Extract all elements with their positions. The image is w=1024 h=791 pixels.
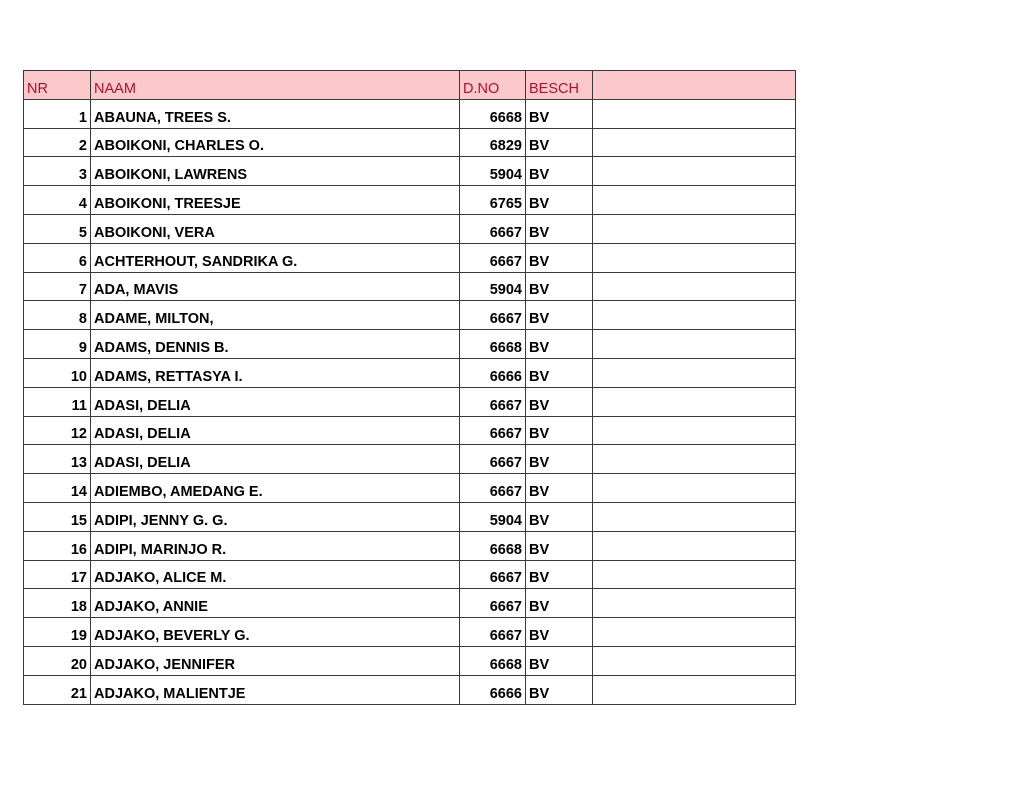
name-cell: ADASI, DELIA	[91, 416, 460, 445]
besch-cell: BV	[526, 99, 593, 128]
empty-cell	[593, 474, 796, 503]
besch-cell: BV	[526, 531, 593, 560]
district-number-cell: 5904	[460, 272, 526, 301]
district-number-cell: 6667	[460, 560, 526, 589]
empty-cell	[593, 128, 796, 157]
district-number-cell: 6667	[460, 445, 526, 474]
table-row	[24, 589, 796, 618]
name-cell: ABAUNA, TREES S.	[91, 99, 460, 128]
table-row	[24, 387, 796, 416]
district-number-cell: 6667	[460, 387, 526, 416]
table-row	[24, 675, 796, 704]
besch-cell: BV	[526, 560, 593, 589]
name-cell: ADAMS, RETTASYA I.	[91, 358, 460, 387]
empty-cell	[593, 157, 796, 186]
row-number-cell: 11	[24, 387, 91, 416]
district-number-cell: 6829	[460, 128, 526, 157]
empty-cell	[593, 675, 796, 704]
empty-cell	[593, 646, 796, 675]
empty-cell	[593, 560, 796, 589]
row-number-cell: 8	[24, 301, 91, 330]
table-row	[24, 330, 796, 359]
besch-cell: BV	[526, 186, 593, 215]
table-body	[24, 99, 796, 704]
voter-table	[23, 70, 796, 705]
name-cell: ADIPI, MARINJO R.	[91, 531, 460, 560]
besch-cell: BV	[526, 128, 593, 157]
besch-cell: BV	[526, 618, 593, 647]
empty-cell	[593, 272, 796, 301]
district-number-cell: 6668	[460, 646, 526, 675]
besch-cell: BV	[526, 675, 593, 704]
district-number-cell: 6667	[460, 618, 526, 647]
besch-cell: BV	[526, 589, 593, 618]
empty-cell	[593, 358, 796, 387]
besch-cell: BV	[526, 272, 593, 301]
name-cell: ADJAKO, ALICE M.	[91, 560, 460, 589]
besch-cell: BV	[526, 646, 593, 675]
name-cell: ADJAKO, MALIENTJE	[91, 675, 460, 704]
besch-cell: BV	[526, 502, 593, 531]
empty-cell	[593, 531, 796, 560]
name-cell: ADIPI, JENNY G. G.	[91, 502, 460, 531]
name-cell: ABOIKONI, LAWRENS	[91, 157, 460, 186]
name-cell: ADJAKO, JENNIFER	[91, 646, 460, 675]
district-number-cell: 6666	[460, 358, 526, 387]
row-number-cell: 12	[24, 416, 91, 445]
district-number-cell: 6667	[460, 301, 526, 330]
district-number-cell: 6667	[460, 589, 526, 618]
header-naam: NAAM	[91, 71, 460, 100]
empty-cell	[593, 387, 796, 416]
besch-cell: BV	[526, 358, 593, 387]
empty-cell	[593, 445, 796, 474]
name-cell: ABOIKONI, CHARLES O.	[91, 128, 460, 157]
row-number-cell: 5	[24, 214, 91, 243]
header-extra	[593, 71, 796, 100]
name-cell: ABOIKONI, TREESJE	[91, 186, 460, 215]
row-number-cell: 21	[24, 675, 91, 704]
row-number-cell: 3	[24, 157, 91, 186]
besch-cell: BV	[526, 243, 593, 272]
row-number-cell: 15	[24, 502, 91, 531]
table-row	[24, 214, 796, 243]
empty-cell	[593, 99, 796, 128]
table-row	[24, 272, 796, 301]
district-number-cell: 6666	[460, 675, 526, 704]
name-cell: ABOIKONI, VERA	[91, 214, 460, 243]
district-number-cell: 6668	[460, 531, 526, 560]
district-number-cell: 6667	[460, 214, 526, 243]
district-number-cell: 6667	[460, 474, 526, 503]
empty-cell	[593, 330, 796, 359]
table-row	[24, 243, 796, 272]
table-row	[24, 157, 796, 186]
table-row	[24, 560, 796, 589]
empty-cell	[593, 186, 796, 215]
table-row	[24, 474, 796, 503]
empty-cell	[593, 502, 796, 531]
district-number-cell: 6765	[460, 186, 526, 215]
empty-cell	[593, 214, 796, 243]
district-number-cell: 6668	[460, 330, 526, 359]
header-nr: NR	[24, 71, 91, 100]
besch-cell: BV	[526, 387, 593, 416]
empty-cell	[593, 416, 796, 445]
row-number-cell: 17	[24, 560, 91, 589]
besch-cell: BV	[526, 445, 593, 474]
district-number-cell: 6668	[460, 99, 526, 128]
table-header	[24, 71, 796, 100]
table-row	[24, 531, 796, 560]
district-number-cell: 6667	[460, 416, 526, 445]
row-number-cell: 6	[24, 243, 91, 272]
row-number-cell: 14	[24, 474, 91, 503]
row-number-cell: 1	[24, 99, 91, 128]
row-number-cell: 19	[24, 618, 91, 647]
table-row	[24, 618, 796, 647]
row-number-cell: 2	[24, 128, 91, 157]
table-row	[24, 416, 796, 445]
header-row	[24, 71, 796, 100]
row-number-cell: 9	[24, 330, 91, 359]
name-cell: ADIEMBO, AMEDANG E.	[91, 474, 460, 503]
table-row	[24, 358, 796, 387]
besch-cell: BV	[526, 301, 593, 330]
district-number-cell: 5904	[460, 502, 526, 531]
name-cell: ADA, MAVIS	[91, 272, 460, 301]
name-cell: ADAMS, DENNIS B.	[91, 330, 460, 359]
row-number-cell: 13	[24, 445, 91, 474]
besch-cell: BV	[526, 214, 593, 243]
empty-cell	[593, 589, 796, 618]
header-dno: D.NO	[460, 71, 526, 100]
empty-cell	[593, 618, 796, 647]
table-row	[24, 128, 796, 157]
row-number-cell: 4	[24, 186, 91, 215]
table-row	[24, 445, 796, 474]
row-number-cell: 10	[24, 358, 91, 387]
table-row	[24, 99, 796, 128]
name-cell: ADASI, DELIA	[91, 445, 460, 474]
district-number-cell: 5904	[460, 157, 526, 186]
name-cell: ADJAKO, BEVERLY G.	[91, 618, 460, 647]
district-number-cell: 6667	[460, 243, 526, 272]
row-number-cell: 7	[24, 272, 91, 301]
besch-cell: BV	[526, 416, 593, 445]
name-cell: ACHTERHOUT, SANDRIKA G.	[91, 243, 460, 272]
table-row	[24, 646, 796, 675]
name-cell: ADAME, MILTON,	[91, 301, 460, 330]
besch-cell: BV	[526, 157, 593, 186]
name-cell: ADJAKO, ANNIE	[91, 589, 460, 618]
besch-cell: BV	[526, 474, 593, 503]
header-besch: BESCH	[526, 71, 593, 100]
empty-cell	[593, 243, 796, 272]
name-cell: ADASI, DELIA	[91, 387, 460, 416]
row-number-cell: 20	[24, 646, 91, 675]
empty-cell	[593, 301, 796, 330]
besch-cell: BV	[526, 330, 593, 359]
row-number-cell: 18	[24, 589, 91, 618]
table-row	[24, 502, 796, 531]
row-number-cell: 16	[24, 531, 91, 560]
table-row	[24, 301, 796, 330]
table-row	[24, 186, 796, 215]
